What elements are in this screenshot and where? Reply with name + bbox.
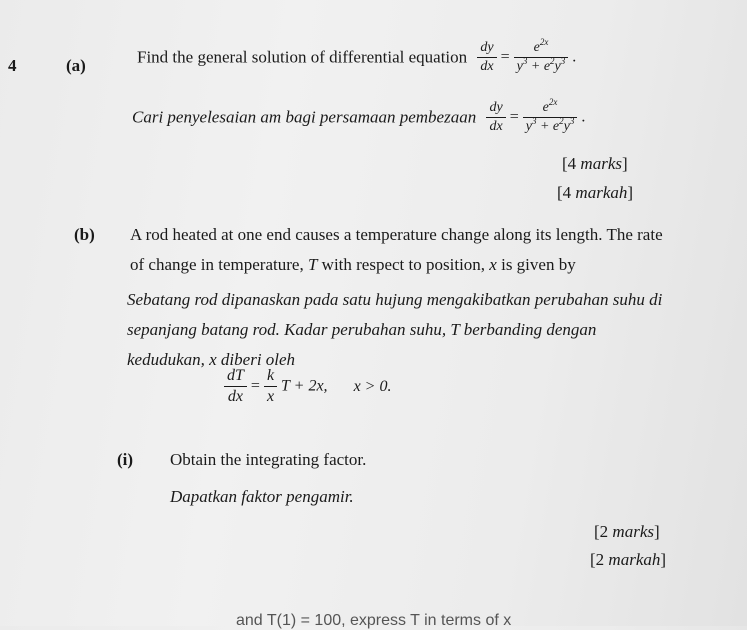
dT-dx-fraction: $\frac{dT}{dx}$ xyxy=(224,367,247,406)
part-b-i-label: (i) xyxy=(117,450,134,469)
part-b-line-5: kedudukan, x diberi oleh xyxy=(127,350,296,369)
part-a-question-en xyxy=(137,37,577,75)
part-b-i-text-ms: Dapatkan faktor pengamir. xyxy=(170,487,354,506)
part-b-line-4: sepanjang batang rod. Kadar perubahan suhu, T berbanding dengan xyxy=(127,320,597,339)
part-a-text-ms: Cari penyelesaian am bagi persamaan pembezaan xyxy=(132,107,477,127)
equation-condition: x > 0. xyxy=(353,377,392,395)
part-a-marks-ms: [4 markah] xyxy=(557,183,634,202)
question-number: 4 xyxy=(8,56,17,75)
part-b-i-marks-ms: [2 markah] xyxy=(590,550,667,569)
differential-equation-a-en: $\frac{dy}{dx}$ = $\frac{e^{2x}}{y^3 + e^2y^3}$ . xyxy=(477,40,576,75)
rhs-fraction: $\frac{e^{2x}}{y^3 + e^2y^3}$ xyxy=(514,40,569,75)
part-b-i-marks-en: [2 marks] xyxy=(594,522,660,541)
temperature-equation: $\frac{dT}{dx}$ = $\frac{k}{x}$ T + 2x, x > 0. xyxy=(224,367,391,406)
k-over-x-fraction: $\frac{k}{x}$ xyxy=(264,367,277,406)
dy-dx-fraction: $\frac{dy}{dx}$ xyxy=(477,40,496,75)
part-a-question-ms xyxy=(132,97,586,135)
part-b-label: (b) xyxy=(74,225,95,244)
part-a-marks-en: [4 marks] xyxy=(562,154,628,173)
rhs-fraction-ms: $\frac{e^{2x}}{y^3 + e^2y^3}$ xyxy=(523,100,578,135)
dy-dx-fraction-ms: $\frac{dy}{dx}$ xyxy=(486,100,505,135)
part-a-label: (a) xyxy=(66,56,86,75)
part-b-line-1: A rod heated at one end causes a temperature change along its length. The rate xyxy=(130,225,663,244)
part-b-i-text-en: Obtain the integrating factor. xyxy=(170,450,367,469)
part-b-line-3: Sebatang rod dipanaskan pada satu hujung mengakibatkan perubahan suhu di xyxy=(127,290,663,309)
differential-equation-a-ms: $\frac{dy}{dx}$ = $\frac{e^{2x}}{y^3 + e^2y^3}$ . xyxy=(486,100,585,135)
equation-rest: T + 2x, xyxy=(281,377,328,395)
part-a-text-en: Find the general solution of differential equation xyxy=(137,47,468,67)
part-b-line-2: of change in temperature, T with respect to position, x is given by xyxy=(130,255,576,274)
cut-off-next-line: and T(1) = 100, express T in terms of x xyxy=(236,612,512,629)
